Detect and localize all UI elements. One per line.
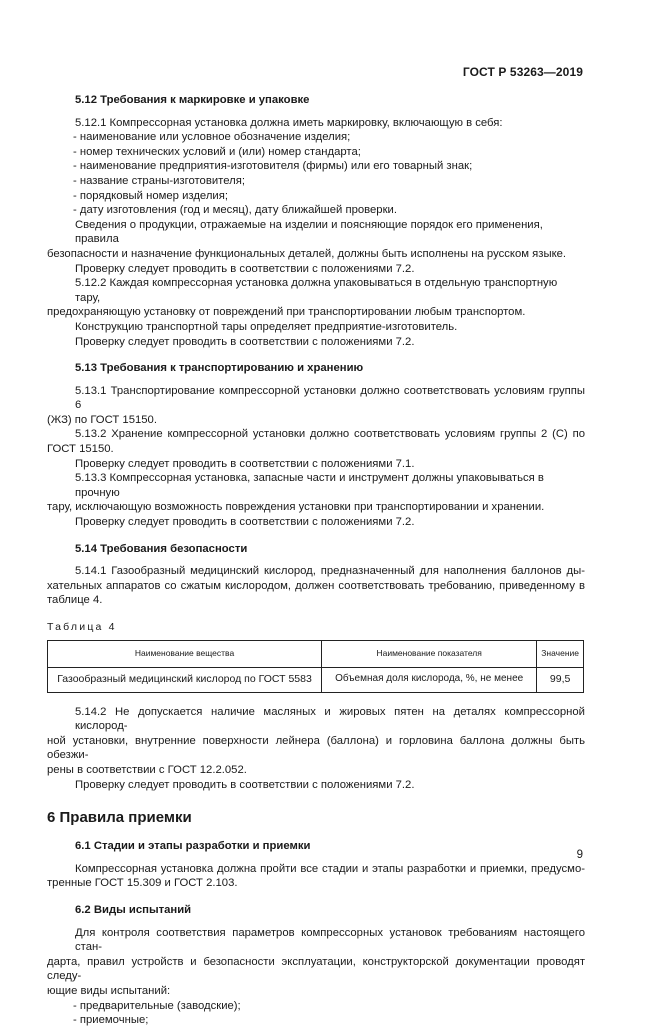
- table-header-cell: Значение: [537, 640, 584, 667]
- paragraph-line: дарта, правил устройств и безопасности эксплуатации, конструкторской документации проводят следу-: [47, 955, 585, 983]
- paragraph-line: 5.14.2 Не допускается наличие масляных и жировых пятен на деталях компрессорной кислород-: [75, 705, 585, 733]
- section-6-2-title: 6.2 Виды испытаний: [75, 903, 192, 916]
- paragraph-line: 5.14.1 Газообразный медицинский кислород, предназначенный для наполнения баллонов ды-: [75, 565, 585, 578]
- section-5-12-title: 5.12 Требования к маркировке и упаковке: [75, 94, 310, 106]
- paragraph: Проверку следует проводить в соответствии с положениями 7.1.: [75, 457, 415, 470]
- section-6-1-title: 6.1 Стадии и этапы разработки и приемки: [75, 840, 311, 853]
- section-6-title: 6 Правила приемки: [47, 809, 192, 827]
- page-content: [47, 93, 585, 1028]
- paragraph: Проверку следует проводить в соответствии с положениями 7.2.: [75, 262, 415, 275]
- paragraph-line: 5.13.2 Хранение компрессорной установки должно соответствовать условиям группы 2 (С) по: [75, 428, 585, 441]
- paragraph: Проверку следует проводить в соответствии с положениями 7.2.: [75, 778, 415, 791]
- list-item: - порядковый номер изделия;: [73, 189, 228, 202]
- section-5-13-title: 5.13 Требования к транспортированию и хранению: [75, 362, 364, 375]
- paragraph-line: (ЖЗ) по ГОСТ 15150.: [47, 413, 157, 426]
- paragraph-line: ной установки, внутренние поверхности лейнера (баллона) и горловина баллона должны быть обезжи-: [47, 734, 585, 762]
- paragraph-line: Сведения о продукции, отражаемые на изделии и поясняющие порядок его применения, правила: [75, 218, 543, 246]
- standard-code: ГОСТ Р 53263—2019: [462, 65, 583, 79]
- table-cell: Объемная доля кислорода, %, не менее: [322, 667, 537, 692]
- paragraph: 5.12.1 Компрессорная установка должна иметь маркировку, включающую в себя:: [75, 116, 503, 129]
- list-item: - наименование предприятия-изготовителя (фирмы) или его товарный знак;: [73, 160, 473, 173]
- list-item: - дату изготовления (год и месяц), дату ближайшей проверки.: [73, 204, 397, 217]
- table-header-cell: Наименование показателя: [322, 640, 537, 667]
- paragraph-line: тренные ГОСТ 15.309 и ГОСТ 2.103.: [47, 877, 238, 890]
- paragraph: Конструкцию транспортной тары определяет предприятие-изготовитель.: [75, 320, 458, 333]
- page-number: 9: [576, 849, 583, 861]
- paragraph-line: 5.13.3 Компрессорная установка, запасные части и инструмент должны упаковываться в прочную: [75, 472, 544, 499]
- paragraph-line: безопасности и назначение функциональных деталей, должны быть исполнены на русском языке.: [47, 247, 567, 260]
- table-header-row: [48, 640, 584, 667]
- table-cell: 99,5: [537, 667, 584, 692]
- table-header-cell: Наименование вещества: [48, 640, 322, 667]
- table-caption: Таблица 4: [47, 621, 117, 633]
- paragraph-line: Для контроля соответствия параметров компрессорных установок требованиям настоящего стан-: [75, 926, 585, 954]
- paragraph-line: тару, исключающую возможность повреждения установки при транспортировании и хранении.: [47, 501, 545, 514]
- paragraph-line: предохраняющую установку от повреждений при транспортировании любым транспортом.: [47, 306, 526, 319]
- table-4: [47, 640, 584, 693]
- paragraph-line: рены в соответствии с ГОСТ 12.2.052.: [47, 763, 247, 776]
- paragraph-line: ющие виды испытаний:: [47, 984, 171, 997]
- paragraph: Проверку следует проводить в соответствии с положениями 7.2.: [75, 335, 415, 348]
- paragraph-line: таблице 4.: [47, 594, 103, 607]
- paragraph-line: хательных аппаратов со сжатым кислородом, должен соответствовать требованию, приведенному в: [47, 579, 585, 592]
- paragraph-line: 5.12.2 Каждая компрессорная установка должна упаковываться в отдельную транспортную тару,: [75, 277, 558, 304]
- paragraph: Проверку следует проводить в соответствии с положениями 7.2.: [75, 516, 415, 529]
- table-row: [48, 667, 584, 692]
- list-item: - приемочные;: [73, 1014, 149, 1027]
- paragraph-line: 5.13.1 Транспортирование компрессорной установки должно соответствовать условиям группы 6: [75, 384, 585, 412]
- list-item: - предварительные (заводские);: [73, 999, 241, 1012]
- table-cell: Газообразный медицинский кислород по ГОСТ 5583: [48, 667, 322, 692]
- section-5-14-title: 5.14 Требования безопасности: [75, 542, 248, 555]
- list-item: - номер технических условий и (или) номер стандарта;: [73, 145, 361, 158]
- paragraph-line: ГОСТ 15150.: [47, 443, 114, 456]
- list-item: - название страны-изготовителя;: [73, 174, 245, 187]
- list-item: - наименование или условное обозначение изделия;: [73, 131, 351, 144]
- paragraph-line: Компрессорная установка должна пройти все стадии и этапы разработки и приемки, предусмо-: [75, 862, 585, 875]
